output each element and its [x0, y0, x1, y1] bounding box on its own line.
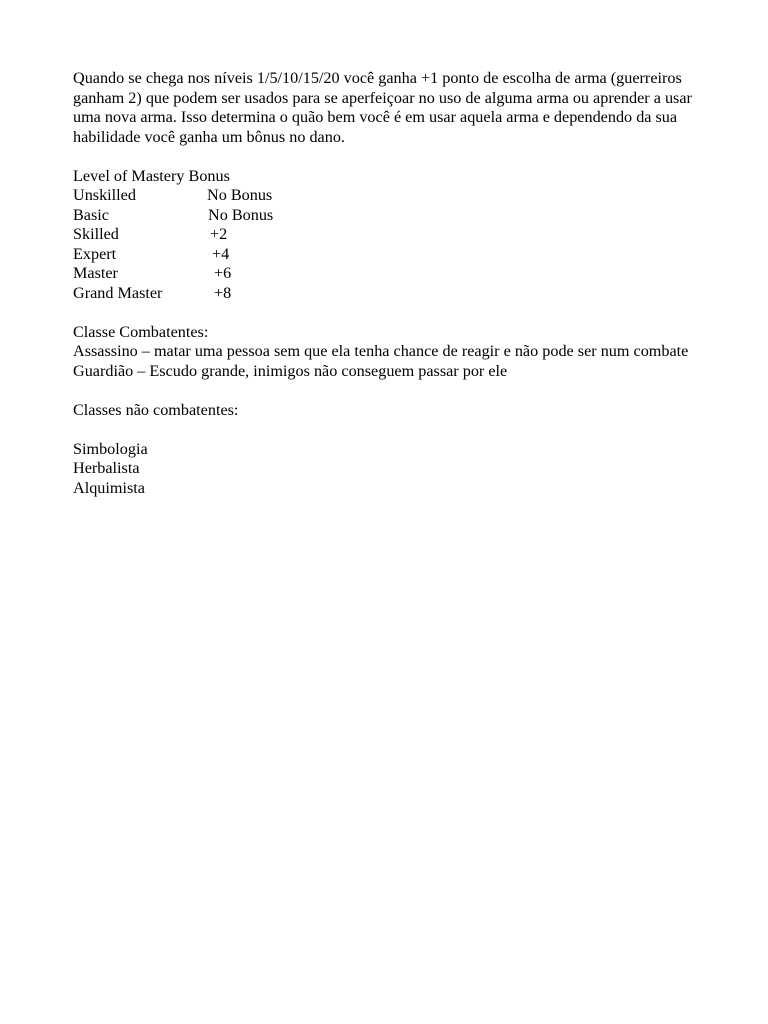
mastery-level: Master: [73, 264, 118, 282]
mastery-row-master: [73, 264, 703, 284]
mastery-row-basic: [73, 206, 703, 226]
mastery-bonus: +4: [212, 244, 230, 263]
combat-class-item: Assassino – matar uma pessoa sem que ela tenha chance de reagir e não pode ser num combate: [73, 342, 689, 360]
noncombat-class-item: Simbologia: [73, 439, 148, 458]
spacer: [73, 420, 703, 440]
mastery-bonus: +2: [210, 225, 228, 243]
mastery-bonus: No Bonus: [207, 186, 273, 204]
noncombat-class-item: Alquimista: [73, 478, 145, 497]
mastery-row-skilled: [73, 225, 703, 245]
mastery-row-expert: [73, 245, 703, 265]
mastery-bonus: No Bonus: [208, 205, 274, 224]
intro-paragraph: Quando se chega nos níveis 1/5/10/15/20 você ganha +1 ponto de escolha de arma (guerreiros ganham 2) que podem ser usados para se aperfeiçoar no uso de alguma arma ou aprender a usar uma nova arma. Isso determina o quão bem você é em usar aquela arma e dependendo da sua habilidade você ganha um bônus no dano.: [73, 69, 692, 146]
spacer: [73, 147, 703, 167]
noncombat-classes-heading: Classes não combatentes:: [73, 400, 239, 419]
combat-class-item: Guardião – Escudo grande, inimigos não conseguem passar por ele: [73, 361, 508, 380]
mastery-level: Skilled: [73, 225, 119, 243]
mastery-row-unskilled: [73, 186, 703, 206]
document-page: [73, 69, 703, 498]
spacer: [73, 381, 703, 401]
mastery-level: Grand Master: [73, 283, 163, 302]
mastery-level: Unskilled: [73, 186, 136, 204]
mastery-bonus: +6: [214, 264, 232, 282]
mastery-bonus: +8: [214, 283, 232, 302]
combat-classes-heading: Classe Combatentes:: [73, 322, 209, 341]
mastery-row-grand-master: [73, 284, 703, 304]
mastery-level: Expert: [73, 244, 117, 263]
mastery-level: Basic: [73, 205, 109, 224]
mastery-header: Level of Mastery Bonus: [73, 166, 230, 185]
noncombat-class-item: Herbalista: [73, 459, 140, 477]
spacer: [73, 303, 703, 323]
